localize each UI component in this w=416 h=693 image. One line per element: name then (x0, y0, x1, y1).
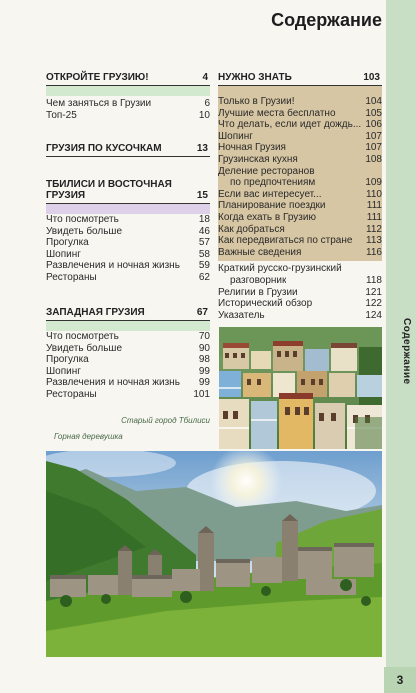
toc-entry-label: Исторический обзор (218, 298, 313, 310)
mountain-village-photo (46, 451, 382, 657)
toc-entry[interactable] (218, 247, 382, 259)
toc-section-pieces (46, 143, 210, 157)
photo-captions (46, 410, 212, 446)
section-title: НУЖНО ЗНАТЬ (218, 72, 292, 83)
toc-entry-page: 105 (365, 107, 382, 119)
toc-entry[interactable] (46, 214, 210, 226)
toc-entry-label: Топ-25 (46, 109, 77, 121)
toc-entry[interactable] (218, 263, 382, 275)
page-number (384, 667, 416, 693)
toc-entry-label: Чем заняться в Грузии (46, 98, 152, 109)
old-town-photo (219, 327, 382, 449)
toc-entry-label: Когда ехать в Грузию (218, 211, 316, 223)
section-title: ГРУЗИЯ ПО КУСОЧКАМ (46, 143, 162, 154)
toc-entry-page: 108 (365, 153, 382, 165)
toc-entry-page: 106 (365, 119, 382, 131)
toc-section-heading[interactable] (46, 179, 210, 190)
toc-entry-label: Что делать, если идет дождь... (218, 119, 362, 131)
toc-entry[interactable] (46, 249, 210, 261)
toc-entry[interactable] (218, 108, 382, 120)
toc-entry-label: Увидеть больше (46, 342, 123, 354)
toc-entry-page: 107 (365, 130, 382, 142)
toc-entry-label: Как добраться (218, 223, 285, 235)
toc-section-tbilisi (46, 179, 210, 284)
caption-old-town: Старый город Тбилиси (121, 416, 210, 425)
toc-entry[interactable] (46, 98, 210, 110)
toc-entry-label: Важные сведения (218, 246, 302, 258)
toc-entry-page: 111 (366, 211, 382, 223)
toc-entry-label: Шопинг (218, 130, 253, 142)
toc-entry-label: Развлечения и ночная жизнь (46, 260, 180, 272)
toc-entry-page: 99 (198, 365, 210, 377)
toc-entries (46, 98, 210, 121)
toc-entry[interactable] (218, 189, 382, 201)
toc-section-west (46, 307, 210, 401)
toc-entry-label: Если вас интересует... (218, 188, 322, 200)
section-title-line1: ТБИЛИСИ И ВОСТОЧНАЯ (46, 179, 172, 190)
toc-entry[interactable] (218, 200, 382, 212)
toc-entry-label: Только в Грузии! (218, 96, 295, 107)
toc-entry-page: 110 (366, 188, 382, 200)
page-title: Содержание (271, 10, 382, 30)
toc-entry-page: 98 (198, 354, 210, 366)
toc-entry[interactable] (218, 154, 382, 166)
toc-entry-label: Лучшие места бесплатно (218, 107, 336, 119)
toc-entry[interactable] (218, 275, 382, 287)
toc-entry[interactable] (46, 226, 210, 238)
toc-entry[interactable] (46, 237, 210, 249)
toc-entry-page: 90 (198, 342, 210, 354)
toc-entry-page (364, 166, 382, 178)
toc-entry-label: Религии в Грузии (218, 286, 298, 298)
page-number-text: 3 (396, 673, 404, 687)
toc-section-need-to-know (218, 72, 382, 321)
toc-entry[interactable] (218, 131, 382, 143)
toc-section-heading[interactable] (218, 72, 382, 86)
toc-entry[interactable] (218, 119, 382, 131)
toc-entry[interactable] (46, 366, 210, 378)
toc-entry-page: 99 (198, 377, 210, 389)
toc-entries (46, 214, 210, 284)
toc-entry[interactable] (218, 166, 382, 178)
toc-entry-page: 10 (198, 109, 210, 121)
toc-entry-page: 111 (366, 200, 382, 212)
toc-entry-page: 122 (365, 298, 382, 310)
toc-entry[interactable] (46, 343, 210, 355)
toc-entry-label: по предпочтениям (230, 177, 316, 189)
toc-entry[interactable] (46, 354, 210, 366)
section-title: ОТКРОЙТЕ ГРУЗИЮ! (46, 72, 149, 83)
toc-entry-page: 46 (198, 225, 210, 237)
toc-entry-page (364, 263, 382, 275)
toc-entry-label: Указатель (218, 309, 265, 321)
toc-entry-page: 112 (366, 223, 382, 235)
toc-entry-label: Планирование поездки (218, 200, 326, 212)
toc-entry-label: Ночная Грузия (218, 142, 286, 154)
toc-section-heading[interactable] (46, 143, 210, 157)
toc-entry-page: 113 (366, 235, 382, 247)
toc-entry-page: 104 (365, 96, 382, 107)
toc-entry[interactable] (46, 110, 210, 122)
toc-entry-label: разговорник (230, 274, 287, 286)
caption-village: Горная деревушка (54, 432, 123, 441)
toc-entry-label: Шопинг (46, 248, 81, 260)
toc-entry-label: Что посмотреть (46, 214, 119, 225)
toc-entry-label: Грузинская кухня (218, 153, 298, 165)
toc-entry-page: 124 (365, 309, 382, 321)
section-page: 67 (196, 307, 208, 318)
section-title: ЗАПАДНАЯ ГРУЗИЯ (46, 307, 145, 318)
toc-entry-page: 121 (365, 286, 382, 298)
toc-entry[interactable] (218, 96, 382, 108)
toc-entry-label: Рестораны (46, 271, 97, 283)
toc-entry[interactable] (46, 377, 210, 389)
toc-entries (46, 331, 210, 401)
toc-entry-page: 101 (193, 388, 210, 400)
toc-entry-page: 59 (198, 260, 210, 272)
color-band (46, 321, 210, 331)
toc-entry-page: 118 (366, 274, 382, 286)
toc-entries (218, 86, 382, 261)
toc-entry-page: 107 (365, 142, 382, 154)
toc-entry[interactable] (218, 177, 382, 189)
toc-entries-continued (218, 263, 382, 321)
toc-section-heading-line2[interactable] (46, 190, 210, 204)
section-page: 13 (196, 143, 208, 154)
section-page: 4 (202, 72, 208, 83)
color-band (46, 86, 210, 96)
toc-entry-page: 57 (198, 237, 210, 249)
toc-entry-label: Прогулка (46, 354, 89, 366)
toc-entry-label: Прогулка (46, 237, 89, 249)
toc-entry-label: Шопинг (46, 365, 81, 377)
toc-entry-page: 70 (198, 331, 210, 342)
toc-entry[interactable] (218, 298, 382, 310)
toc-entry[interactable] (218, 287, 382, 299)
toc-entry-page: 116 (366, 246, 382, 258)
toc-entry[interactable] (218, 310, 382, 322)
toc-entry-label: Развлечения и ночная жизнь (46, 377, 180, 389)
toc-entry-label: Увидеть больше (46, 225, 123, 237)
toc-entry-page: 58 (198, 248, 210, 260)
toc-entry[interactable] (46, 260, 210, 272)
toc-entry-label: Краткий русско-грузинский (218, 263, 342, 275)
toc-entry[interactable] (218, 224, 382, 236)
toc-entry[interactable] (46, 272, 210, 284)
toc-entry[interactable] (46, 331, 210, 343)
toc-section-discover (46, 72, 210, 121)
side-label: Содержание (401, 318, 412, 385)
toc-entry[interactable] (218, 235, 382, 247)
toc-entry-page: 62 (198, 271, 210, 283)
section-page: 15 (196, 190, 208, 201)
section-title-line2: ГРУЗИЯ (46, 190, 86, 201)
toc-entry[interactable] (46, 389, 210, 401)
color-band (46, 204, 210, 214)
toc-section-heading[interactable] (46, 307, 210, 321)
toc-entry-label: Деление ресторанов (218, 165, 315, 177)
toc-entry-page: 6 (204, 98, 210, 109)
toc-entry-label: Рестораны (46, 388, 97, 400)
toc-entry[interactable] (218, 212, 382, 224)
toc-entry[interactable] (218, 142, 382, 154)
toc-entry-label: Как передвигаться по стране (218, 235, 353, 247)
toc-entry-page: 18 (198, 214, 210, 225)
toc-section-heading[interactable] (46, 72, 210, 86)
toc-entry-page: 109 (365, 177, 382, 189)
toc-entry-label: Что посмотреть (46, 331, 119, 342)
section-page: 103 (363, 72, 380, 83)
